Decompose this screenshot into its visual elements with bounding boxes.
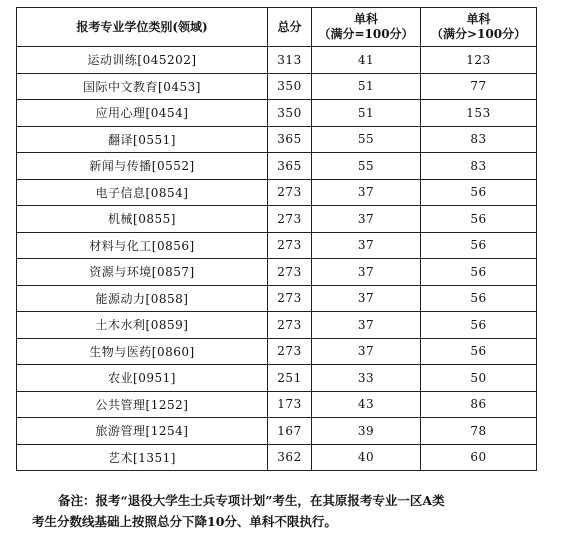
cell-single-100: 43 <box>312 391 421 418</box>
cell-category: 机械[0855] <box>17 206 268 233</box>
cell-single-100: 51 <box>312 73 421 100</box>
cell-total: 365 <box>268 153 312 180</box>
cell-single-gt100: 56 <box>421 232 537 259</box>
remark-line-1: 备注：报考“退役大学生士兵专项计划”考生，在其原报考专业一区A类 <box>58 493 445 508</box>
table-row <box>17 232 537 259</box>
table-row <box>17 100 537 127</box>
cell-category: 农业[0951] <box>17 365 268 392</box>
cell-single-100: 37 <box>312 338 421 365</box>
cell-category: 生物与医药[0860] <box>17 338 268 365</box>
cell-total: 273 <box>268 259 312 286</box>
cell-single-gt100: 78 <box>421 418 537 445</box>
cell-single-100: 39 <box>312 418 421 445</box>
cell-category: 艺术[1351] <box>17 444 268 471</box>
header-total: 总分 <box>268 8 312 47</box>
cell-single-100: 33 <box>312 365 421 392</box>
cell-category: 旅游管理[1254] <box>17 418 268 445</box>
table-row <box>17 285 537 312</box>
cell-single-gt100: 83 <box>421 153 537 180</box>
table-row <box>17 391 537 418</box>
cell-total: 350 <box>268 100 312 127</box>
table-row <box>17 73 537 100</box>
cell-category: 公共管理[1252] <box>17 391 268 418</box>
cell-category: 电子信息[0854] <box>17 179 268 206</box>
cell-category: 新闻与传播[0552] <box>17 153 268 180</box>
table-row <box>17 338 537 365</box>
cell-single-gt100: 86 <box>421 391 537 418</box>
cell-single-100: 40 <box>312 444 421 471</box>
cell-single-gt100: 56 <box>421 259 537 286</box>
cell-single-100: 51 <box>312 100 421 127</box>
cell-single-gt100: 123 <box>421 47 537 74</box>
cell-single-100: 55 <box>312 126 421 153</box>
table-row <box>17 444 537 471</box>
cell-total: 273 <box>268 206 312 233</box>
cell-single-100: 37 <box>312 312 421 339</box>
cell-single-gt100: 83 <box>421 126 537 153</box>
cell-category: 土木水利[0859] <box>17 312 268 339</box>
table-row <box>17 312 537 339</box>
cell-single-gt100: 56 <box>421 285 537 312</box>
cell-category: 应用心理[0454] <box>17 100 268 127</box>
cell-single-100: 37 <box>312 259 421 286</box>
cell-total: 313 <box>268 47 312 74</box>
cell-total: 273 <box>268 232 312 259</box>
table-row <box>17 259 537 286</box>
cell-category: 国际中文教育[0453] <box>17 73 268 100</box>
table-row <box>17 179 537 206</box>
cell-single-gt100: 77 <box>421 73 537 100</box>
header-single-subject-gt100-line2: （满分>100分） <box>430 27 527 41</box>
cell-total: 273 <box>268 312 312 339</box>
cell-single-100: 37 <box>312 232 421 259</box>
table-body <box>17 47 537 471</box>
remark-line-2: 考生分数线基础上按照总分下降10分、单科不限执行。 <box>32 514 337 529</box>
cell-total: 273 <box>268 179 312 206</box>
table-row <box>17 418 537 445</box>
cell-single-gt100: 56 <box>421 179 537 206</box>
table-row <box>17 365 537 392</box>
cell-category: 材料与化工[0856] <box>17 232 268 259</box>
cell-category: 翻译[0551] <box>17 126 268 153</box>
cell-single-gt100: 153 <box>421 100 537 127</box>
cell-category: 运动训练[045202] <box>17 47 268 74</box>
cell-single-100: 37 <box>312 285 421 312</box>
cell-single-gt100: 56 <box>421 206 537 233</box>
cell-single-100: 37 <box>312 179 421 206</box>
header-single-subject-100 <box>312 8 421 47</box>
cell-total: 251 <box>268 365 312 392</box>
cell-total: 350 <box>268 73 312 100</box>
header-single-subject-100-line1: 单科 <box>353 12 378 26</box>
cell-total: 167 <box>268 418 312 445</box>
cell-total: 362 <box>268 444 312 471</box>
cell-single-100: 41 <box>312 47 421 74</box>
header-row <box>17 8 537 47</box>
header-single-subject-gt100 <box>421 8 537 47</box>
table-row <box>17 47 537 74</box>
header-single-subject-gt100-line1: 单科 <box>466 12 491 26</box>
cell-total: 173 <box>268 391 312 418</box>
cell-total: 273 <box>268 285 312 312</box>
table-row <box>17 153 537 180</box>
score-table <box>16 7 537 471</box>
remark-note <box>32 490 552 532</box>
header-category: 报考专业学位类别(领域) <box>17 8 268 47</box>
cell-single-gt100: 56 <box>421 312 537 339</box>
header-single-subject-100-line2: （满分=100分） <box>318 27 414 41</box>
cell-single-100: 37 <box>312 206 421 233</box>
table-row <box>17 206 537 233</box>
cell-single-gt100: 50 <box>421 365 537 392</box>
cell-total: 365 <box>268 126 312 153</box>
cell-single-gt100: 56 <box>421 338 537 365</box>
table-row <box>17 126 537 153</box>
cell-total: 273 <box>268 338 312 365</box>
cell-category: 能源动力[0858] <box>17 285 268 312</box>
table-header <box>17 8 537 47</box>
cell-single-100: 55 <box>312 153 421 180</box>
cell-category: 资源与环境[0857] <box>17 259 268 286</box>
cell-single-gt100: 60 <box>421 444 537 471</box>
